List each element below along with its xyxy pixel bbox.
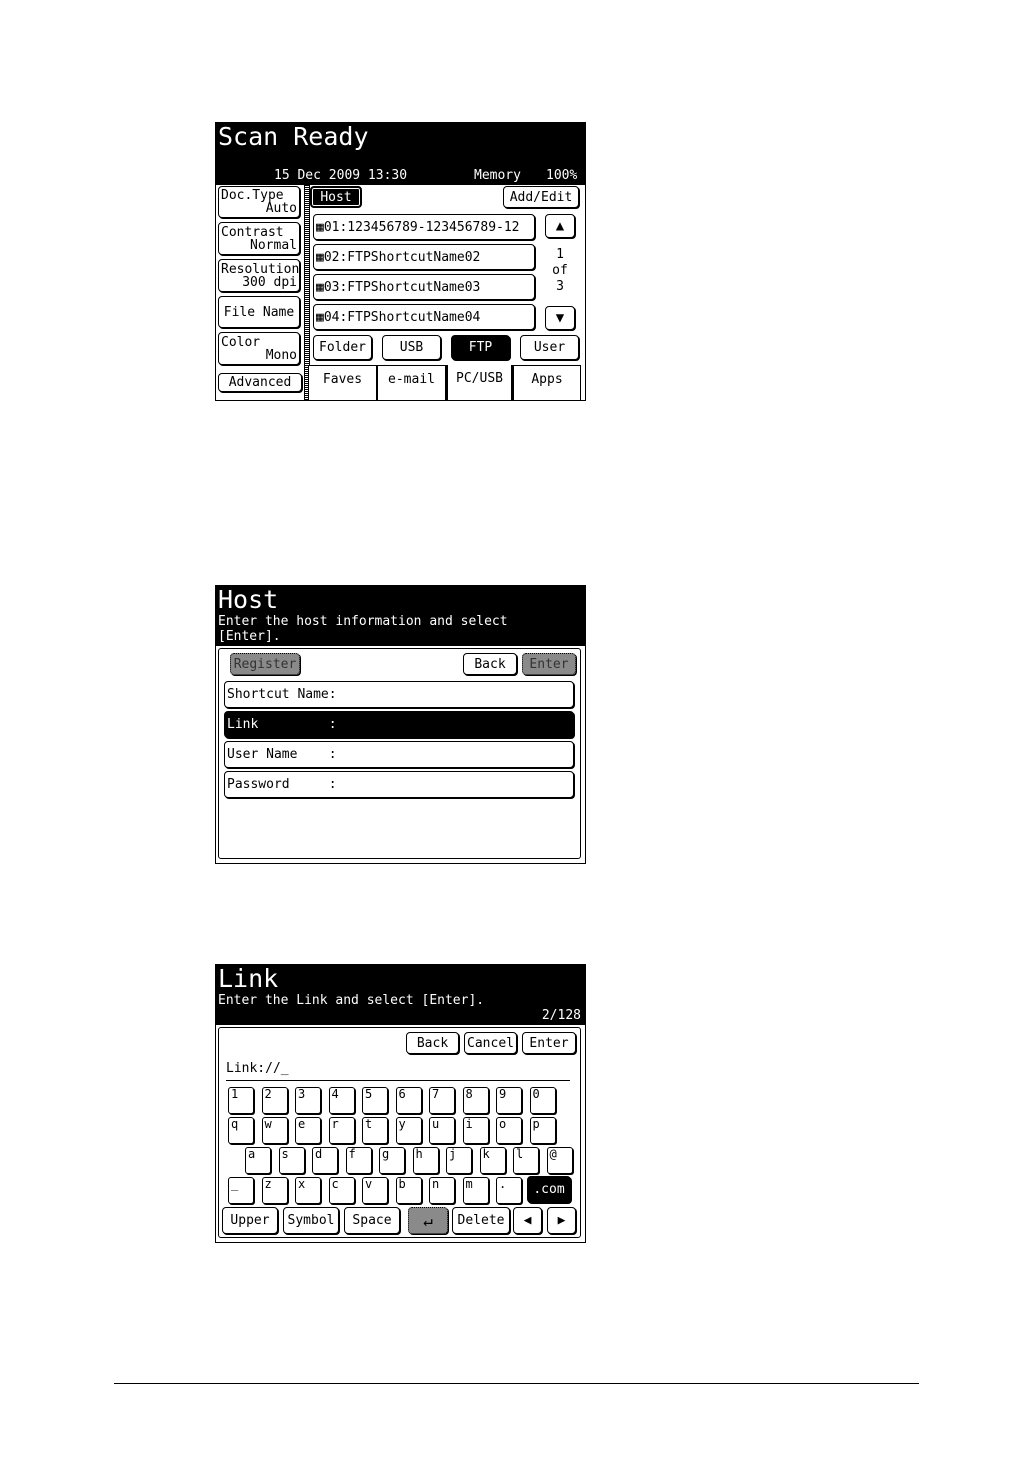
key-a[interactable]: a xyxy=(245,1147,271,1174)
space-button[interactable] xyxy=(344,1207,400,1234)
contrast-button[interactable] xyxy=(218,222,300,255)
enter-label: Enter xyxy=(529,1035,569,1051)
key-r[interactable]: r xyxy=(329,1117,355,1144)
datetime-text: 15 Dec 2009 13:30 xyxy=(274,168,408,183)
return-button[interactable] xyxy=(408,1207,448,1234)
arrow-down-icon: ▼ xyxy=(555,310,565,326)
key-underscore[interactable]: _ xyxy=(228,1177,254,1204)
scroll-down-button[interactable] xyxy=(545,306,575,330)
page-title: Scan Ready xyxy=(218,122,369,151)
host-entry-4[interactable] xyxy=(313,304,535,330)
color-button[interactable] xyxy=(218,332,300,365)
key-h[interactable]: h xyxy=(413,1147,439,1174)
cursor-left-button[interactable] xyxy=(513,1207,542,1234)
upper-label: Upper xyxy=(230,1213,270,1228)
back-label: Back xyxy=(474,656,506,672)
register-label: Register xyxy=(233,656,297,672)
scroll-up-button[interactable] xyxy=(545,214,575,238)
key-z[interactable]: z xyxy=(262,1177,288,1204)
key-w[interactable]: w xyxy=(262,1117,288,1144)
key-3[interactable]: 3 xyxy=(295,1087,321,1114)
key-d[interactable]: d xyxy=(312,1147,338,1174)
host-label: Host xyxy=(320,189,352,205)
key-7[interactable]: 7 xyxy=(429,1087,455,1114)
key-t[interactable]: t xyxy=(362,1117,388,1144)
symbol-label: Symbol xyxy=(287,1213,335,1228)
contrast-label: Contrast xyxy=(221,224,284,240)
contrast-value: Normal xyxy=(250,237,297,253)
memory-label: Memory xyxy=(474,168,521,183)
key-5[interactable]: 5 xyxy=(362,1087,388,1114)
enter-button[interactable] xyxy=(522,653,576,675)
host-shortcut-icon: ▦ xyxy=(316,310,324,325)
host-shortcut-icon: ▦ xyxy=(316,220,324,235)
key-p[interactable]: p xyxy=(530,1117,556,1144)
delete-button[interactable] xyxy=(452,1207,510,1234)
entry-label: 03:FTPShortcutName03 xyxy=(323,280,481,295)
host-button[interactable] xyxy=(310,186,362,208)
doc-type-button[interactable] xyxy=(218,186,300,218)
memory-value: 100% xyxy=(546,168,578,183)
user-button[interactable] xyxy=(520,335,579,360)
tab-apps[interactable] xyxy=(513,365,581,400)
cursor-right-button[interactable] xyxy=(547,1207,576,1234)
host-shortcut-icon: ▦ xyxy=(316,280,324,295)
key-c[interactable]: c xyxy=(329,1177,355,1204)
host-entry-3[interactable] xyxy=(313,274,535,300)
file-name-label: File Name xyxy=(223,304,295,320)
key-u[interactable]: u xyxy=(429,1117,455,1144)
return-arrow-icon: ↵ xyxy=(423,1210,433,1230)
tab-pc-usb[interactable] xyxy=(446,365,513,400)
keys-row-1 xyxy=(228,1087,568,1117)
arrow-right-icon: ▶ xyxy=(557,1213,566,1228)
host-entry-1[interactable] xyxy=(313,214,535,240)
key-k[interactable]: k xyxy=(480,1147,506,1174)
page-current: 1 xyxy=(556,247,564,262)
shortcut-name-label: Shortcut Name: xyxy=(227,687,337,702)
char-counter: 2/128 xyxy=(541,1008,581,1023)
host-title: Host xyxy=(218,585,279,614)
key-e[interactable]: e xyxy=(295,1117,321,1144)
add-edit-button[interactable] xyxy=(503,186,579,208)
tab-faves-label: Faves xyxy=(322,372,363,387)
dot-com-key[interactable] xyxy=(527,1176,571,1203)
tab-apps-label: Apps xyxy=(531,372,563,387)
register-button[interactable] xyxy=(230,653,300,675)
key-6[interactable]: 6 xyxy=(396,1087,422,1114)
key-i[interactable]: i xyxy=(463,1117,489,1144)
resolution-value: 300 dpi xyxy=(242,274,297,290)
entry-label: 04:FTPShortcutName04 xyxy=(323,310,481,325)
color-value: Mono xyxy=(265,347,297,363)
advanced-label: Advanced xyxy=(228,375,292,390)
keys-row-3 xyxy=(245,1147,585,1177)
host-header xyxy=(216,586,585,646)
host-subtitle-1: Enter the host information and select xyxy=(218,614,508,629)
key-2[interactable]: 2 xyxy=(262,1087,288,1114)
folder-label: Folder xyxy=(319,340,366,355)
keys-row-4 xyxy=(228,1177,528,1207)
dot-com-label: .com xyxy=(533,1182,565,1197)
host-screen xyxy=(215,585,586,864)
key-s[interactable]: s xyxy=(279,1147,305,1174)
delete-label: Delete xyxy=(457,1213,505,1228)
user-name-field[interactable] xyxy=(224,741,574,768)
page-total: 3 xyxy=(556,279,564,294)
back-button[interactable] xyxy=(463,653,517,675)
resolution-label: Resolution xyxy=(221,261,300,277)
entry-label: 01:123456789-123456789-12 xyxy=(323,220,520,235)
link-input-value: Link://_ xyxy=(226,1061,289,1076)
link-input[interactable] xyxy=(226,1060,570,1081)
link-header xyxy=(216,965,585,1025)
key-n[interactable]: n xyxy=(429,1177,455,1204)
usb-button[interactable] xyxy=(382,335,441,360)
link-label: Link : xyxy=(227,717,337,732)
back-button[interactable] xyxy=(406,1032,459,1054)
usb-label: USB xyxy=(399,340,424,355)
tab-faves[interactable] xyxy=(308,365,377,400)
scan-ready-header xyxy=(216,123,585,185)
color-label: Color xyxy=(221,334,261,350)
key-x[interactable]: x xyxy=(295,1177,321,1204)
password-label: Password : xyxy=(227,777,337,792)
tab-pc-usb-label: PC/USB xyxy=(456,371,503,386)
cancel-label: Cancel xyxy=(467,1035,514,1051)
link-screen xyxy=(215,964,586,1243)
link-subtitle: Enter the Link and select [Enter]. xyxy=(218,993,485,1008)
arrow-up-icon: ▲ xyxy=(555,218,565,234)
cancel-button[interactable] xyxy=(464,1032,517,1054)
key-4[interactable]: 4 xyxy=(329,1087,355,1114)
add-edit-label: Add/Edit xyxy=(509,189,573,205)
back-label: Back xyxy=(416,1035,449,1051)
user-name-label: User Name : xyxy=(227,747,337,762)
key-f[interactable]: f xyxy=(346,1147,372,1174)
key-0[interactable]: 0 xyxy=(530,1087,556,1114)
key-o[interactable]: o xyxy=(496,1117,522,1144)
shortcut-name-field[interactable] xyxy=(224,681,574,708)
advanced-button[interactable] xyxy=(218,373,302,392)
key-dot[interactable]: . xyxy=(496,1177,522,1204)
enter-button[interactable] xyxy=(522,1032,576,1054)
page-indicator xyxy=(545,247,575,295)
tab-email[interactable] xyxy=(377,365,446,400)
key-y[interactable]: y xyxy=(396,1117,422,1144)
key-j[interactable]: j xyxy=(446,1147,472,1174)
key-v[interactable]: v xyxy=(362,1177,388,1204)
password-field[interactable] xyxy=(224,771,574,798)
host-shortcut-icon: ▦ xyxy=(316,250,324,265)
link-field[interactable] xyxy=(224,711,574,738)
scan-ready-screen xyxy=(215,122,586,401)
arrow-left-icon: ◀ xyxy=(523,1213,532,1228)
tab-bar xyxy=(308,365,585,400)
file-name-button[interactable] xyxy=(218,296,300,328)
host-subtitle-2: [Enter]. xyxy=(218,629,281,644)
key-9[interactable]: 9 xyxy=(496,1087,522,1114)
space-label: Space xyxy=(352,1213,392,1228)
key-q[interactable]: q xyxy=(228,1117,254,1144)
key-l[interactable]: l xyxy=(513,1147,539,1174)
key-g[interactable]: g xyxy=(379,1147,405,1174)
enter-label: Enter xyxy=(529,656,569,672)
folder-button[interactable] xyxy=(313,335,372,360)
tab-email-label: e-mail xyxy=(388,372,435,387)
link-title: Link xyxy=(218,964,279,993)
symbol-button[interactable] xyxy=(283,1207,339,1234)
ftp-button[interactable] xyxy=(451,335,510,360)
host-entry-2[interactable] xyxy=(313,244,535,270)
key-m[interactable]: m xyxy=(463,1177,489,1204)
entry-label: 02:FTPShortcutName02 xyxy=(323,250,481,265)
ftp-label: FTP xyxy=(468,340,493,355)
user-label: User xyxy=(533,340,566,355)
page-of: of xyxy=(552,263,568,278)
resolution-button[interactable] xyxy=(218,259,300,292)
key-8[interactable]: 8 xyxy=(463,1087,489,1114)
upper-button[interactable] xyxy=(222,1207,278,1234)
doc-type-value: Auto xyxy=(265,201,297,216)
keys-row-2 xyxy=(228,1117,568,1147)
page-footer-rule xyxy=(114,1383,919,1384)
key-at[interactable]: @ xyxy=(547,1147,573,1174)
doc-type-label: Doc.Type xyxy=(221,188,284,203)
key-1[interactable]: 1 xyxy=(228,1087,254,1114)
key-b[interactable]: b xyxy=(396,1177,422,1204)
